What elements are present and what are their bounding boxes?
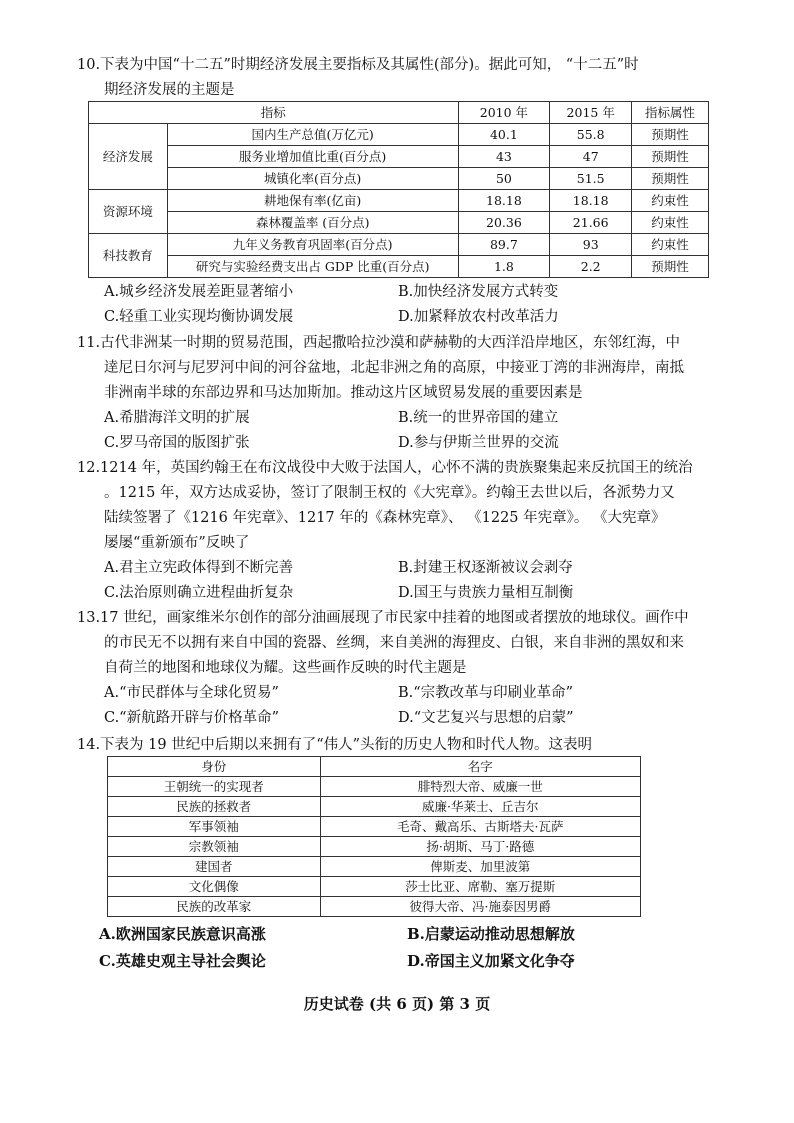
option-d[interactable]: D.帝国主义加紧文化争夺 [407, 952, 575, 970]
table-row [89, 168, 709, 190]
value-2015: 55.8 [550, 124, 632, 146]
question-12-line-2: 。1215 年，双方达成妥协，签订了限制王权的《大宪章》。约翰王去世以后，各派势力又 [104, 485, 675, 501]
group-label: 资源环境 [89, 190, 168, 234]
question-10-line-2: 期经济发展的主题是 [104, 82, 235, 98]
header-2015: 2015 年 [550, 102, 632, 124]
attribute-cell: 约束性 [632, 234, 709, 256]
table-row [108, 817, 641, 837]
attribute-cell: 约束性 [632, 190, 709, 212]
value-2015: 51.5 [550, 168, 632, 190]
question-12 [77, 456, 693, 556]
group-label: 经济发展 [89, 124, 168, 190]
indicator-cell: 国内生产总值(万亿元) [167, 124, 458, 146]
role-cell: 建国者 [108, 857, 321, 877]
question-11-line-1: 11.古代非洲某一时期的贸易范围，西起撒哈拉沙漠和萨赫勒的大西洋沿岸地区，东邻红海，中 [77, 335, 681, 351]
option-c[interactable]: C.英雄史观主导社会舆论 [99, 952, 266, 970]
table-row [108, 777, 641, 797]
option-a[interactable]: A.“市民群体与全球化贸易” [104, 685, 279, 701]
table-header-row [89, 102, 709, 124]
question-13-line-1: 13.17 世纪，画家维米尔创作的部分油画展现了市民家中挂着的地图或者摆放的地球仪。画作中 [77, 610, 689, 626]
table-row [108, 857, 641, 877]
value-2010: 50 [458, 168, 550, 190]
indicator-table [88, 101, 709, 278]
indicator-cell: 服务业增加值比重(百分点) [167, 146, 458, 168]
attribute-cell: 约束性 [632, 212, 709, 234]
header-role: 身份 [108, 757, 321, 777]
value-2010: 1.8 [458, 256, 550, 278]
header-2010: 2010 年 [458, 102, 550, 124]
table-header-row [108, 757, 641, 777]
names-cell: 毛奇、戴高乐、古斯塔夫·瓦萨 [320, 817, 640, 837]
role-cell: 民族的拯救者 [108, 797, 321, 817]
table-row [108, 837, 641, 857]
indicator-cell: 九年义务教育巩固率(百分点) [167, 234, 458, 256]
value-2015: 18.18 [550, 190, 632, 212]
table-row [89, 146, 709, 168]
option-d[interactable]: D.参与伊斯兰世界的交流 [398, 435, 559, 451]
table-row [89, 234, 709, 256]
question-10 [77, 53, 639, 103]
attribute-cell: 预期性 [632, 124, 709, 146]
value-2015: 21.66 [550, 212, 632, 234]
table-row [89, 124, 709, 146]
option-c[interactable]: C.轻重工业实现均衡协调发展 [104, 309, 294, 325]
names-cell: 俾斯麦、加里波第 [320, 857, 640, 877]
header-attribute: 指标属性 [632, 102, 709, 124]
table-row [108, 877, 641, 897]
role-cell: 文化偶像 [108, 877, 321, 897]
question-14-line-1: 14.下表为 19 世纪中后期以来拥有了“伟人”头衔的历史人物和时代人物。这表明 [77, 737, 593, 753]
header-names: 名字 [320, 757, 640, 777]
table-row [108, 897, 641, 917]
table-row [89, 190, 709, 212]
option-b[interactable]: B.封建王权逐渐被议会剥夺 [398, 560, 573, 576]
role-cell: 宗教领袖 [108, 837, 321, 857]
option-c[interactable]: C.罗马帝国的版图扩张 [104, 435, 250, 451]
value-2010: 18.18 [458, 190, 550, 212]
indicator-cell: 耕地保有率(亿亩) [167, 190, 458, 212]
role-cell: 军事领袖 [108, 817, 321, 837]
option-d[interactable]: D.加紧释放农村改革活力 [398, 309, 559, 325]
indicator-cell: 森林覆盖率 (百分点) [167, 212, 458, 234]
question-13-line-2: 的市民无不以拥有来自中国的瓷器、丝绸，来自美洲的海狸皮、白银，来自非洲的黑奴和来 [104, 635, 684, 651]
option-d[interactable]: D.“文艺复兴与思想的启蒙” [398, 710, 574, 726]
question-10-line-1: 10.下表为中国“十二五”时期经济发展主要指标及其属性(部分)。据此可知， “十二五”时 [77, 57, 639, 73]
question-11-line-2: 逹尼日尔河与尼罗河中间的河谷盆地，北起非洲之角的高原，中接亚丁湾的非洲海岸，南抵 [104, 360, 684, 376]
question-11 [77, 331, 684, 406]
value-2010: 43 [458, 146, 550, 168]
question-13 [77, 606, 689, 681]
question-11-line-3: 非洲南半球的东部边界和马达加斯加。推动这片区域贸易发展的重要因素是 [104, 385, 583, 401]
role-cell: 王朝统一的实现者 [108, 777, 321, 797]
table-row [89, 212, 709, 234]
attribute-cell: 预期性 [632, 256, 709, 278]
group-label: 科技教育 [89, 234, 168, 278]
option-c[interactable]: C.“新航路开辟与价格革命” [104, 710, 280, 726]
value-2015: 93 [550, 234, 632, 256]
option-b[interactable]: B.“宗教改革与印刷业革命” [398, 685, 574, 701]
option-a[interactable]: A.欧洲国家民族意识高涨 [99, 925, 266, 943]
attribute-cell: 预期性 [632, 168, 709, 190]
option-c[interactable]: C.法治原则确立进程曲折复杂 [104, 585, 294, 601]
option-a[interactable]: A.希腊海洋文明的扩展 [104, 410, 250, 426]
question-13-line-3: 自荷兰的地图和地球仪为耀。这些画作反映的时代主题是 [104, 660, 467, 676]
table-row [108, 797, 641, 817]
names-cell: 腓特烈大帝、威廉一世 [320, 777, 640, 797]
indicator-cell: 研究与实验经费支出占 GDP 比重(百分点) [167, 256, 458, 278]
option-a[interactable]: A.城乡经济发展差距显著缩小 [104, 284, 294, 300]
question-12-line-4: 屡屡“重新颁布”反映了 [104, 535, 250, 551]
option-d[interactable]: D.国王与贵族力量相互制衡 [398, 585, 574, 601]
table-row [89, 256, 709, 278]
option-b[interactable]: B.启蒙运动推动思想解放 [407, 925, 575, 943]
role-cell: 民族的改革家 [108, 897, 321, 917]
option-b[interactable]: B.加快经济发展方式转变 [398, 284, 559, 300]
question-14 [77, 733, 592, 758]
question-12-line-1: 12.1214 年，英国约翰王在布汶战役中大败于法国人，心怀不满的贵族聚集起来反抗国王的统治 [77, 460, 693, 476]
option-b[interactable]: B.统一的世界帝国的建立 [398, 410, 559, 426]
attribute-cell: 预期性 [632, 146, 709, 168]
question-12-line-3: 陆续签署了《1216 年宪章》、1217 年的《森林宪章》、 《1225 年宪章》。 《大宪章》 [104, 510, 666, 526]
indicator-cell: 城镇化率(百分点) [167, 168, 458, 190]
header-indicator: 指标 [89, 102, 459, 124]
value-2010: 40.1 [458, 124, 550, 146]
names-cell: 威廉·华莱士、丘吉尔 [320, 797, 640, 817]
names-cell: 彼得大帝、冯·施泰因男爵 [320, 897, 640, 917]
value-2010: 89.7 [458, 234, 550, 256]
names-cell: 莎士比亚、席勒、塞万提斯 [320, 877, 640, 897]
value-2010: 20.36 [458, 212, 550, 234]
value-2015: 2.2 [550, 256, 632, 278]
great-figures-table [107, 756, 641, 917]
value-2015: 47 [550, 146, 632, 168]
page-footer: 历史试卷 (共 6 页) 第 3 页 [303, 995, 491, 1013]
names-cell: 扬·胡斯、马丁·路德 [320, 837, 640, 857]
option-a[interactable]: A.君主立宪政体得到不断完善 [104, 560, 294, 576]
